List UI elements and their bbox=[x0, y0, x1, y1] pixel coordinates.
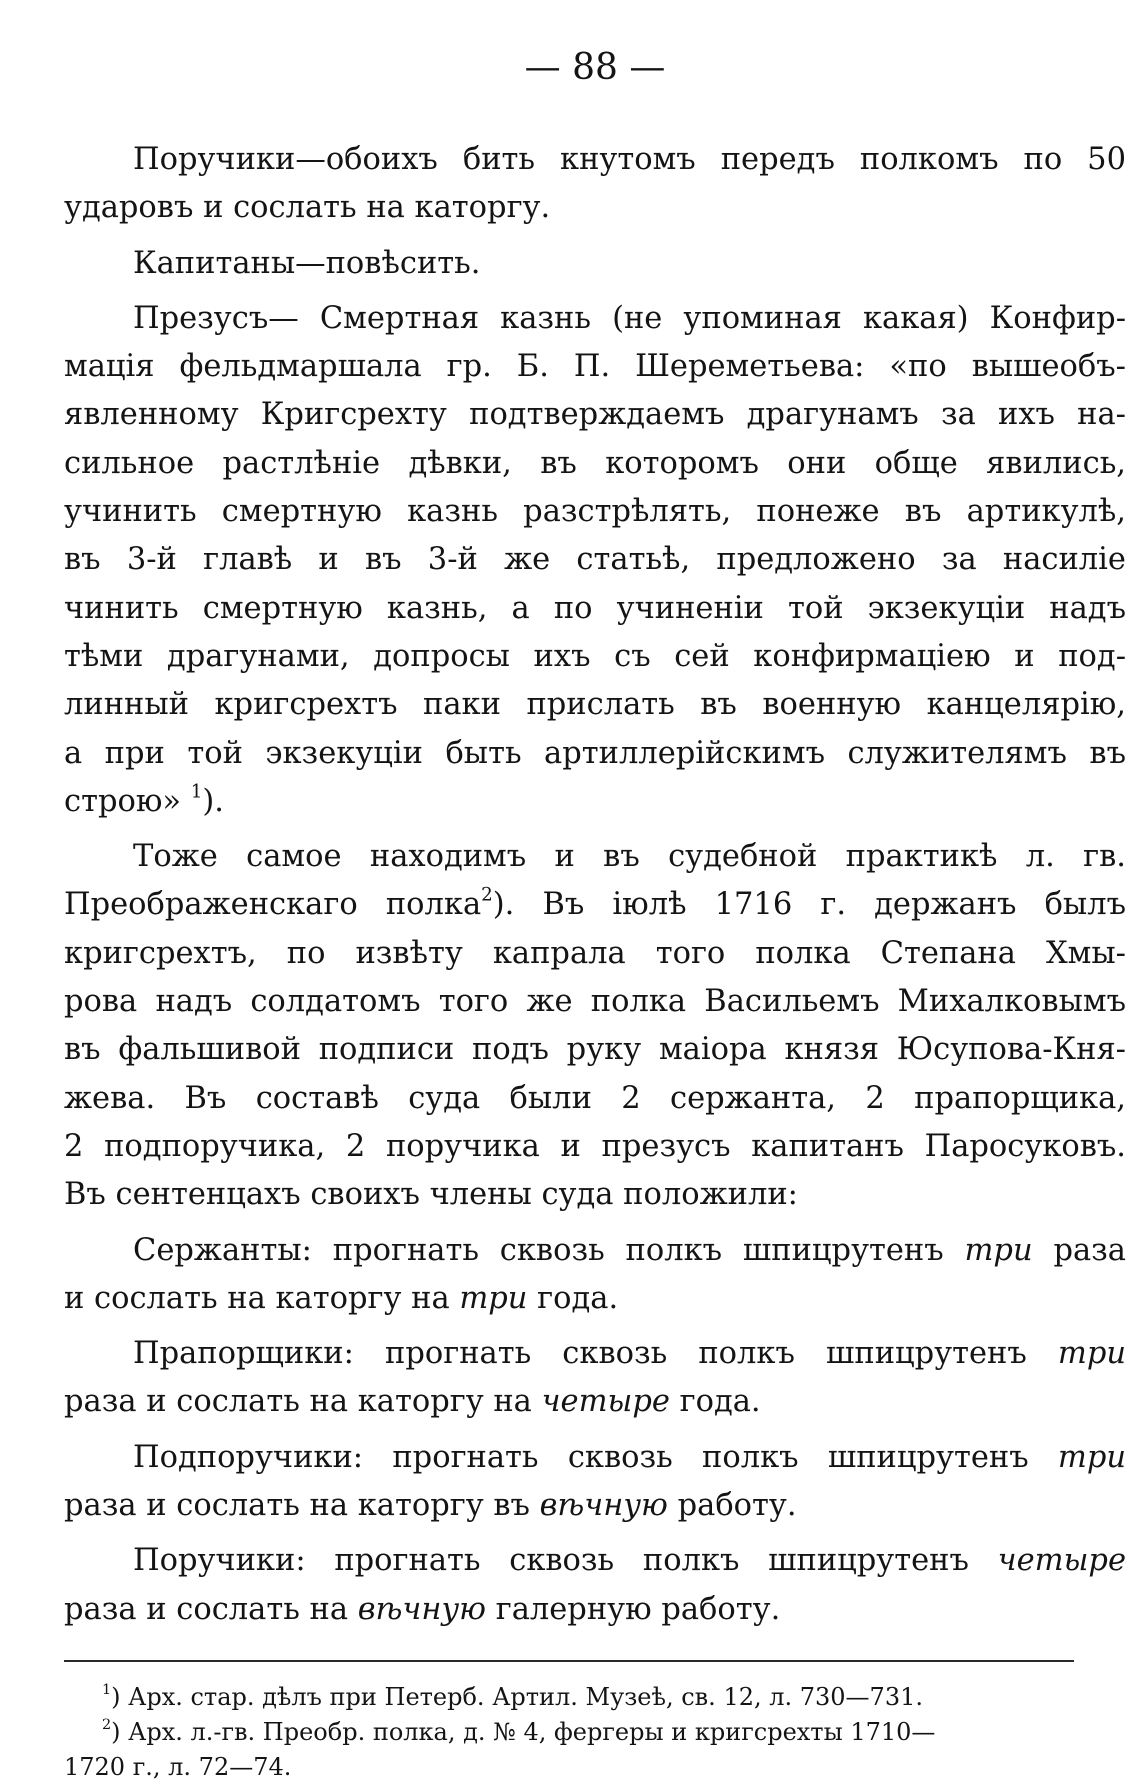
italic-word: четыре bbox=[541, 1384, 670, 1420]
italic-word: три bbox=[1057, 1439, 1126, 1475]
text-fragment: года. bbox=[679, 1384, 761, 1420]
text-fragment: раза и сослать на каторгу на bbox=[64, 1384, 532, 1420]
text-line bbox=[64, 881, 1126, 929]
footnote-text: ) Арх. л.-гв. Преобр. полка, д. № 4, фергеры и кригсрехты 1710— bbox=[111, 1717, 936, 1746]
text-line bbox=[64, 1537, 1126, 1585]
text-line: тѣми драгунами, допросы ихъ съ сей конфирмаціею и под- bbox=[64, 638, 1126, 674]
text-fragment: ). Въ іюлѣ 1716 г. держанъ былъ bbox=[492, 887, 1126, 923]
footnote-marker: 1 bbox=[102, 1682, 112, 1699]
text-line: въ фальшивой подписи подъ руку маіора князя Юсупова-Кня- bbox=[64, 1032, 1126, 1068]
text-line bbox=[64, 1434, 1126, 1482]
text-fragment: ). bbox=[202, 783, 225, 819]
text-line: учинить смертную казнь разстрѣлять, понеже въ артикулѣ, bbox=[64, 494, 1126, 530]
text-line: Поручики—обоихъ бить кнутомъ передъ полкомъ по 50 bbox=[133, 142, 1126, 177]
text-line: жева. Въ составѣ суда были 2 сержанта, 2 прапорщика, bbox=[64, 1080, 1126, 1116]
text-line: ударовъ и сослать на каторгу. bbox=[64, 190, 551, 226]
footnote-2-continuation: 1720 г., л. 72—74. bbox=[64, 1752, 292, 1781]
text-line: чинить смертную казнь, а по учиненіи той экзекуціи надъ bbox=[64, 590, 1126, 626]
text-line: Презусъ— Смертная казнь (не упоминая какая) Конфир- bbox=[133, 300, 1126, 336]
text-line: въ 3-й главѣ и въ 3-й же статьѣ, предложено за насиліе bbox=[64, 542, 1126, 578]
text-line: сильное растлѣніе дѣвки, въ которомъ они обще явились, bbox=[64, 445, 1126, 481]
text-fragment: Поручики: прогнать сквозь полкъ шпицрутенъ bbox=[133, 1543, 969, 1579]
text-fragment: Преображенскаго полка bbox=[64, 887, 482, 923]
paragraph-sergeants-sentence bbox=[64, 1227, 1126, 1324]
text-fragment: Прапорщики: прогнать сквозь полкъ шпицрутенъ bbox=[133, 1336, 1027, 1372]
paragraph-lieutenants-final-sentence bbox=[64, 1537, 1126, 1634]
text-line: явленному Кригсрехту подтверждаемъ драгунамъ за ихъ на- bbox=[64, 397, 1126, 433]
text-line: кригсрехтъ, по извѣту капрала того полка Степана Хмы- bbox=[64, 935, 1126, 971]
page-number: — 88 — bbox=[524, 47, 666, 88]
italic-word: четыре bbox=[997, 1543, 1126, 1579]
text-line bbox=[64, 1482, 1126, 1530]
paragraph-captains-sentence bbox=[64, 240, 1126, 288]
text-line bbox=[64, 778, 1126, 826]
text-fragment: строю» bbox=[64, 783, 182, 819]
text-fragment: раза bbox=[1053, 1232, 1126, 1268]
italic-word: три bbox=[964, 1232, 1033, 1268]
footnote-text: ) Арх. стар. дѣлъ при Петерб. Артил. Музеѣ, св. 12, л. 730—731. bbox=[111, 1682, 923, 1711]
italic-word: три bbox=[459, 1280, 528, 1316]
footnotes bbox=[64, 1680, 1126, 1785]
footnote-2 bbox=[64, 1715, 1126, 1750]
text-fragment: Подпоручики: прогнать сквозь полкъ шпицрутенъ bbox=[133, 1439, 1029, 1475]
body-text bbox=[64, 136, 1126, 1634]
text-fragment: и сослать на каторгу на bbox=[64, 1280, 450, 1316]
text-line: Капитаны—повѣсить. bbox=[133, 245, 481, 281]
text-line bbox=[64, 1586, 1126, 1634]
paragraph-preobrazhensky-case bbox=[64, 833, 1126, 1219]
text-line: рова надъ солдатомъ того же полка Васильемъ Михалковымъ bbox=[64, 984, 1126, 1020]
text-fragment: работу. bbox=[677, 1488, 797, 1524]
paragraph-presus-confirmation bbox=[64, 295, 1126, 826]
paragraph-sublieutenants-sentence bbox=[64, 1434, 1126, 1531]
text-fragment: раза и сослать на каторгу въ bbox=[64, 1488, 530, 1524]
italic-word: три bbox=[1057, 1336, 1127, 1372]
text-fragment: Сержанты: прогнать сквозь полкъ шпицрутенъ bbox=[133, 1232, 944, 1268]
text-line bbox=[64, 1378, 1126, 1426]
text-fragment: года. bbox=[537, 1280, 619, 1316]
footnote-ref-1: 1 bbox=[190, 781, 203, 803]
text-line: мація фельдмаршала гр. Б. П. Шереметьева: «по вышеобъ- bbox=[64, 349, 1126, 385]
text-line: 2 подпоручика, 2 поручика и презусъ капитанъ Паросуковъ. bbox=[64, 1128, 1126, 1164]
text-line bbox=[64, 1227, 1126, 1275]
text-fragment: раза и сослать на bbox=[64, 1591, 349, 1627]
footnote-divider bbox=[64, 1660, 1074, 1662]
text-line: Тоже самое находимъ и въ судебной практикѣ л. гв. bbox=[133, 839, 1126, 875]
italic-word: вѣчную bbox=[357, 1591, 487, 1627]
paragraph-lieutenants-sentence bbox=[64, 136, 1126, 233]
text-line bbox=[64, 1275, 1126, 1323]
text-line: линный кригсрехтъ паки прислать въ военную канцелярію, bbox=[64, 687, 1126, 723]
footnote-ref-2: 2 bbox=[481, 884, 493, 906]
italic-word: вѣчную bbox=[539, 1488, 668, 1524]
text-line bbox=[64, 1330, 1126, 1378]
text-fragment: галерную работу. bbox=[495, 1591, 781, 1627]
text-line: Въ сентенцахъ своихъ члены суда положили: bbox=[64, 1177, 798, 1213]
text-line: а при той экзекуціи быть артиллерійскимъ служителямъ въ bbox=[64, 735, 1126, 771]
footnote-marker: 2 bbox=[102, 1717, 112, 1734]
paragraph-ensigns-sentence bbox=[64, 1330, 1126, 1427]
footnote-1 bbox=[64, 1680, 1126, 1715]
